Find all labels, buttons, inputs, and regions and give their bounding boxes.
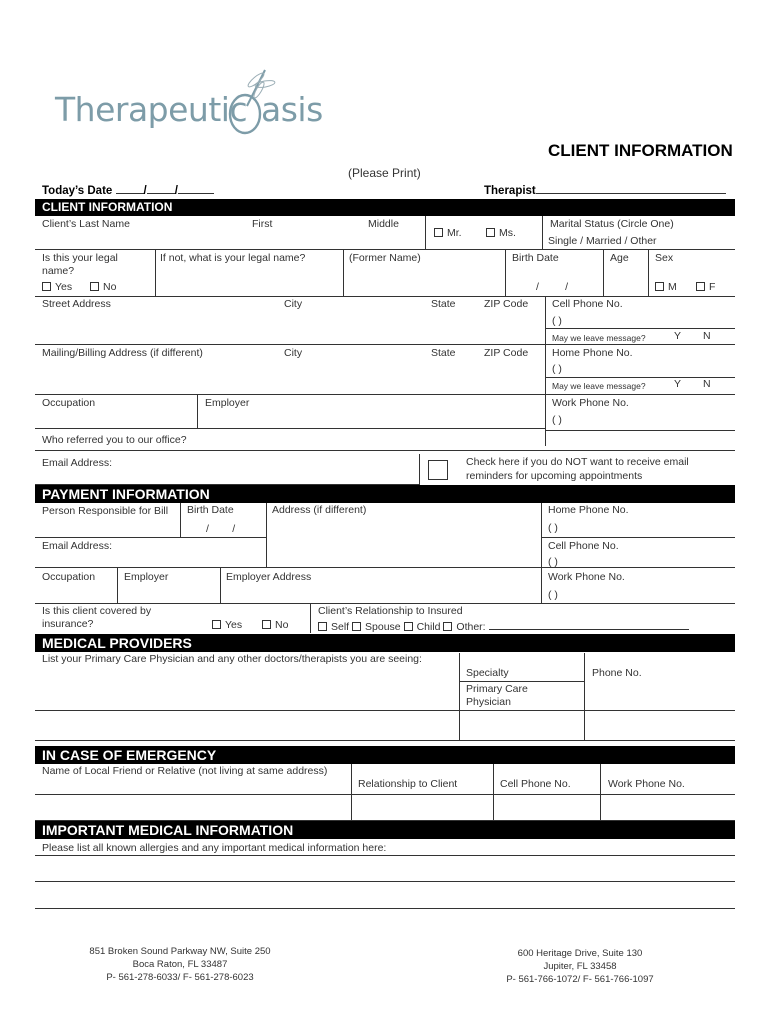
marital-status-label: Marital Status (Circle One)	[550, 218, 674, 230]
former-name-label: (Former Name)	[349, 252, 421, 264]
employer-address-label: Employer Address	[226, 571, 312, 583]
other-checkbox[interactable]: Other:	[443, 621, 485, 633]
street-address-label: Street Address	[42, 298, 111, 310]
city-label: City	[284, 298, 303, 310]
mailing-zip-label: ZIP Code	[484, 347, 529, 359]
referral-label: Who referred you to our office?	[42, 434, 187, 446]
state-label: State	[431, 298, 456, 310]
self-checkbox[interactable]: Self	[318, 621, 349, 633]
spouse-checkbox[interactable]: Spouse	[352, 621, 401, 633]
provider-phone-label: Phone No.	[592, 667, 642, 679]
sex-m-checkbox[interactable]: M	[655, 281, 677, 294]
home-phone-label: Home Phone No.	[552, 347, 633, 359]
checkbox-icon	[486, 228, 495, 237]
home-phone-paren: ( )	[552, 363, 562, 375]
checkbox-icon	[352, 622, 361, 631]
email-opt-out-label: Check here if you do NOT want to receive email reminders for upcoming appointments	[466, 456, 689, 482]
logo-text-therapeutic: Therapeutic	[55, 90, 248, 129]
logo-text-asis: asis	[261, 90, 323, 129]
client-information-header: CLIENT INFORMATION	[35, 199, 735, 216]
insurance-no-checkbox[interactable]: No	[262, 619, 288, 632]
document-title: CLIENT INFORMATION	[548, 141, 733, 160]
checkbox-icon	[318, 622, 327, 631]
payment-information-header: PAYMENT INFORMATION	[35, 485, 735, 503]
checkbox-icon	[262, 620, 271, 629]
payment-home-paren: ( )	[548, 522, 558, 534]
ms-checkbox[interactable]: Ms.	[486, 227, 516, 240]
work-phone-label: Work Phone No.	[552, 397, 629, 409]
work-phone-paren: ( )	[552, 414, 562, 426]
cell-message-no[interactable]: N	[703, 330, 711, 342]
allergies-prompt: Please list all known allergies and any important medical information here:	[42, 842, 387, 854]
emergency-contact-label: Name of Local Friend or Relative (not living at same address)	[42, 765, 328, 777]
legal-name-alt-label: If not, what is your legal name?	[160, 252, 306, 264]
bill-responsible-label: Person Responsible for Bill	[42, 505, 169, 517]
footer-jupiter-address: 600 Heritage Drive, Suite 130 Jupiter, FL 33458 P- 561-766-1072/ F- 561-766-1097	[506, 948, 654, 985]
sex-f-checkbox[interactable]: F	[696, 281, 715, 294]
cell-message-yes[interactable]: Y	[674, 330, 682, 342]
payment-cell-paren: ( )	[548, 556, 558, 568]
payment-employer-label: Employer	[124, 571, 169, 583]
age-label: Age	[610, 252, 629, 264]
checkbox-icon	[434, 228, 443, 237]
emergency-relationship-label: Relationship to Client	[358, 778, 458, 790]
marital-status-options[interactable]: Single / Married / Other	[548, 235, 657, 247]
therapist-label: Therapist	[484, 183, 726, 199]
checkbox-icon	[212, 620, 221, 629]
providers-prompt: List your Primary Care Physician and any other doctors/therapists you are seeing:	[42, 653, 422, 665]
last-name-label: Client’s Last Name	[42, 218, 130, 230]
relationship-to-insured-label: Client’s Relationship to Insured	[318, 605, 463, 617]
sex-label: Sex	[655, 252, 674, 264]
birth-date-label: Birth Date	[512, 252, 559, 264]
checkbox-icon	[655, 282, 664, 291]
mailing-state-label: State	[431, 347, 456, 359]
payment-birth-date-slashes: / /	[206, 523, 236, 535]
legal-name-no-checkbox[interactable]: No	[90, 281, 116, 294]
mailing-city-label: City	[284, 347, 303, 359]
insurance-yes-checkbox[interactable]: Yes	[212, 619, 242, 632]
checkbox-icon	[42, 282, 51, 291]
relationship-options	[318, 619, 689, 634]
legal-name-question: Is this your legal name?	[42, 252, 118, 278]
important-medical-header: IMPORTANT MEDICAL INFORMATION	[35, 821, 735, 839]
mailing-address-label: Mailing/Billing Address (if different)	[42, 347, 203, 359]
cell-phone-paren: ( )	[552, 315, 562, 327]
child-checkbox[interactable]: Child	[404, 621, 441, 633]
payment-address-label: Address (if different)	[272, 504, 367, 516]
cell-phone-label: Cell Phone No.	[552, 298, 623, 310]
middle-name-label: Middle	[368, 218, 399, 230]
pcp-label: Primary Care Physician	[466, 683, 528, 709]
birth-date-slashes: / /	[536, 281, 569, 293]
footer-boca-address: 851 Broken Sound Parkway NW, Suite 250 Boca Raton, FL 33487 P- 561-278-6033/ F- 561-278-6023	[89, 946, 271, 983]
home-message-no[interactable]: N	[703, 378, 711, 390]
checkbox-icon	[443, 622, 452, 631]
home-leave-message-label: May we leave message?	[552, 381, 646, 391]
payment-occupation-label: Occupation	[42, 571, 96, 583]
please-print-note: (Please Print)	[348, 166, 421, 180]
medical-providers-header: MEDICAL PROVIDERS	[35, 634, 735, 652]
checkbox-icon	[696, 282, 705, 291]
employer-label: Employer	[205, 397, 250, 409]
checkbox-icon	[404, 622, 413, 631]
specialty-label: Specialty	[466, 667, 509, 679]
payment-home-phone-label: Home Phone No.	[548, 504, 629, 516]
logo	[55, 62, 335, 142]
home-message-yes[interactable]: Y	[674, 378, 682, 390]
payment-work-paren: ( )	[548, 589, 558, 601]
emergency-work-label: Work Phone No.	[608, 778, 685, 790]
email-label: Email Address:	[42, 457, 113, 469]
email-opt-out-checkbox[interactable]	[428, 460, 448, 480]
first-name-label: First	[252, 218, 273, 230]
insurance-question: Is this client covered by insurance?	[42, 605, 152, 631]
payment-cell-phone-label: Cell Phone No.	[548, 540, 619, 552]
cell-leave-message-label: May we leave message?	[552, 333, 646, 343]
emergency-header: IN CASE OF EMERGENCY	[35, 746, 735, 764]
payment-email-label: Email Address:	[42, 540, 113, 552]
legal-name-yes-checkbox[interactable]: Yes	[42, 281, 72, 294]
todays-date-label: Today’s Date / /	[42, 183, 214, 199]
occupation-label: Occupation	[42, 397, 96, 409]
payment-birth-date-label: Birth Date	[187, 504, 234, 516]
checkbox-icon	[90, 282, 99, 291]
mr-checkbox[interactable]: Mr.	[434, 227, 462, 240]
payment-work-phone-label: Work Phone No.	[548, 571, 625, 583]
zip-label: ZIP Code	[484, 298, 529, 310]
emergency-cell-label: Cell Phone No.	[500, 778, 571, 790]
